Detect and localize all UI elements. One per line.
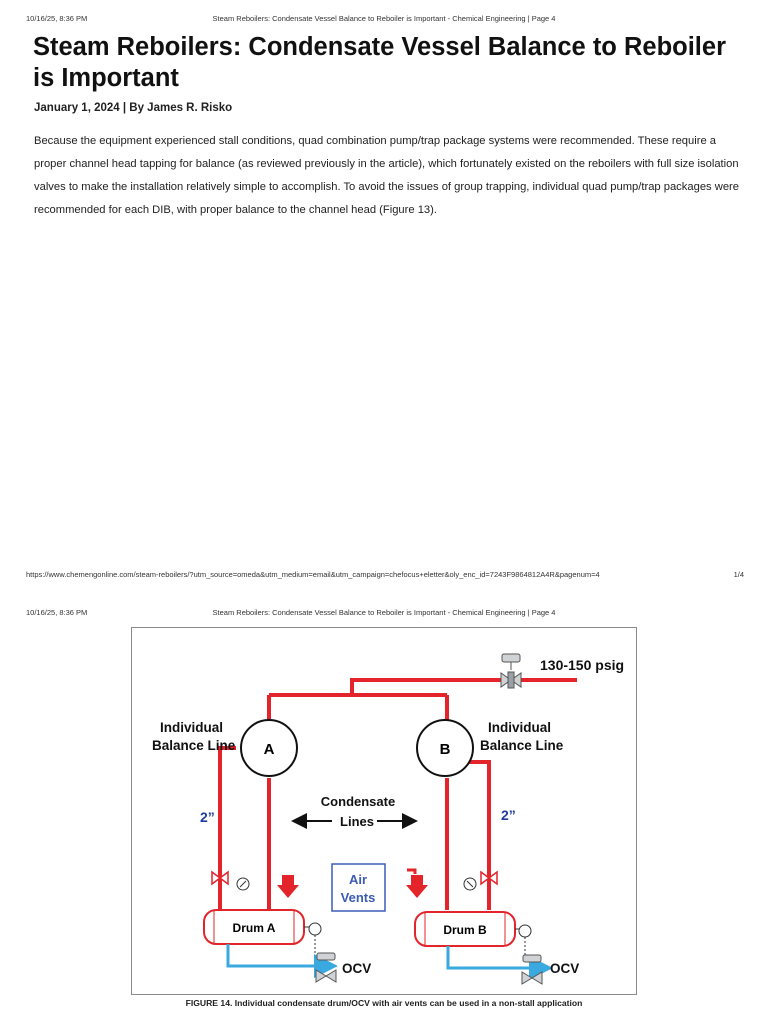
- svg-text:Lines: Lines: [340, 814, 374, 829]
- steam-piping: [220, 680, 577, 910]
- footer-page-number: 1/4: [733, 570, 744, 579]
- svg-text:Balance Line: Balance Line: [152, 738, 236, 753]
- balance-line-right-label: Individual: [488, 720, 552, 735]
- svg-text:A: A: [263, 741, 275, 758]
- reboiler-b: [417, 720, 473, 776]
- footer-url[interactable]: https://www.chemengonline.com/steam-reboilers/?utm_source=omeda&utm_medium=email&utm_campaign=chefocus+eletter&oly_enc_id=7243F9864812A4R&pagenum=4: [26, 570, 600, 579]
- article-byline: January 1, 2024 | By James R. Risko: [34, 102, 233, 114]
- header-title: Steam Reboilers: Condensate Vessel Balance to Reboiler is Important - Chemical Engineering | Page 4: [212, 14, 556, 23]
- svg-text:Air: Air: [348, 872, 368, 887]
- figure-caption: FIGURE 14. Individual condensate drum/OCV with air vents can be used in a non-stall application: [185, 998, 583, 1008]
- figure-14: [131, 627, 637, 995]
- pipe-size-right: 2”: [501, 807, 516, 823]
- ocv-right-label: OCV: [550, 961, 580, 976]
- drum-a: [204, 910, 304, 944]
- steam-control-valve-icon: [501, 654, 521, 688]
- svg-text:Drum B: Drum B: [443, 923, 487, 937]
- header-title: Steam Reboilers: Condensate Vessel Balance to Reboiler is Important - Chemical Engineering | Page 4: [212, 608, 556, 617]
- svg-text:Drum A: Drum A: [232, 921, 276, 935]
- header-datetime: 10/16/25, 8:36 PM: [26, 608, 88, 617]
- header-datetime: 10/16/25, 8:36 PM: [26, 14, 88, 23]
- svg-text:Vents: Vents: [340, 890, 376, 905]
- svg-text:B: B: [439, 741, 451, 758]
- drum-b: [415, 912, 515, 946]
- article-body: Because the equipment experienced stall conditions, quad combination pump/trap package systems were recommended. These require a proper channel head tapping for balance (as reviewed previously in the article), which fortunately existed on the reboilers with full size isolation valves to make the installation relatively simple to accomplish. To avoid the issues of group trapping, individual quad pump/trap packages were recommended for each DIB, with proper balance to the channel head (Figure 13).: [34, 135, 739, 216]
- pressure-label: 130-150 psig: [540, 657, 625, 673]
- balance-line-left-label: Individual: [160, 720, 224, 735]
- pipe-size-left: 2”: [200, 809, 215, 825]
- article-title: Steam Reboilers: Condensate Vessel Balance to Reboiler is Important: [33, 33, 726, 92]
- air-vents-box: [332, 864, 385, 911]
- svg-text:Balance Line: Balance Line: [480, 738, 564, 753]
- piping-diagram: [132, 628, 638, 996]
- condensate-outlet-piping: [228, 944, 547, 968]
- reboiler-a: [241, 720, 297, 776]
- ocv-left-label: OCV: [342, 961, 372, 976]
- condensate-lines-label: Condensate: [320, 794, 396, 809]
